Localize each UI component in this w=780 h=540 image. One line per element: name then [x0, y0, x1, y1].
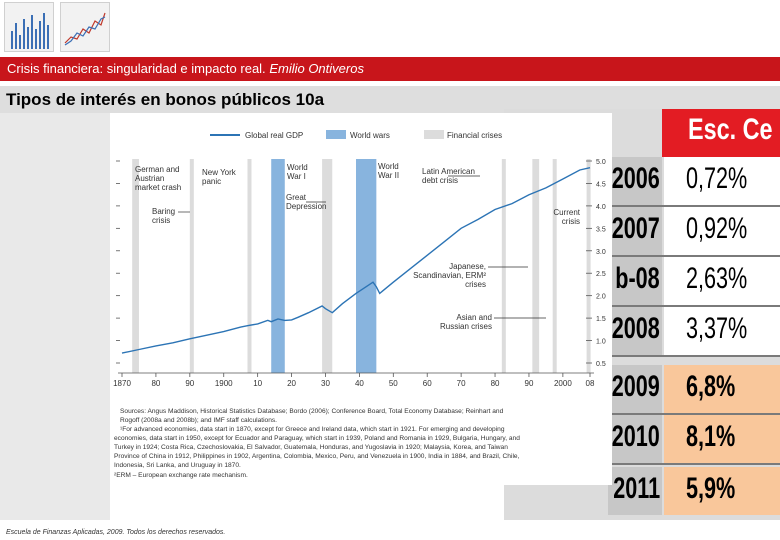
source-line: ²ERM – European exchange rate mechanism.	[114, 472, 248, 479]
gdp-chart	[110, 113, 612, 485]
y-tick-label: 5.0	[596, 159, 606, 166]
legend-gdp: Global real GDP	[245, 131, 304, 140]
x-tick-label: 1900	[214, 379, 233, 388]
x-tick-label: 2000	[553, 379, 572, 388]
chart-sources	[114, 408, 520, 479]
row-year: 2009	[608, 365, 662, 413]
source-line: Rogoff (2008a and 2008b); and IMF staff calculations.	[120, 417, 278, 424]
crisis-span	[553, 159, 557, 373]
thumbnail-line-chart	[60, 2, 110, 52]
y-tick-label: 1.0	[596, 338, 606, 346]
x-tick-label: 70	[456, 379, 466, 388]
x-tick-label: 50	[388, 379, 398, 388]
shaded-spans	[132, 159, 590, 373]
header-bar	[0, 57, 780, 81]
annotation-label: German and Austrian market crash	[135, 165, 182, 192]
table-header-label: Esc. Ce	[688, 113, 773, 146]
war-span	[271, 159, 285, 373]
crisis-span	[247, 159, 251, 373]
annotation-label: World War I	[287, 163, 308, 181]
y-tick-label: 1.5	[596, 316, 606, 324]
x-tick-label: 60	[422, 379, 432, 388]
row-value: 5,9%	[664, 467, 780, 515]
legend-crises: Financial crises	[447, 131, 503, 140]
annotation-label: Current crisis	[553, 208, 580, 226]
slide-title: Tipos de interés en bonos públicos 10a	[6, 90, 325, 109]
thumbnail-bar-chart	[4, 2, 54, 52]
row-value: 3,37%	[664, 307, 780, 355]
annotation-label: World War II	[378, 162, 400, 180]
x-tick-label: 30	[321, 379, 330, 388]
y-tick-label: 4.5	[596, 181, 606, 189]
y-tick-label: 4.0	[596, 203, 606, 211]
crisis-span	[502, 159, 506, 373]
y-tick-label: 2.5	[596, 271, 606, 279]
y-tick-label: 0.5	[596, 361, 606, 368]
x-tick-label: 90	[185, 379, 195, 388]
row-divider	[608, 463, 780, 465]
row-year: b-08	[608, 257, 662, 305]
crisis-span	[190, 159, 194, 373]
left-grey-panel	[0, 113, 110, 520]
table-header	[662, 109, 780, 157]
gdp-chart-panel	[110, 113, 612, 485]
header-author: Emilio Ontiveros	[269, 61, 364, 76]
row-value: 6,8%	[664, 365, 780, 413]
annotation-label: New York panic	[202, 168, 236, 186]
legend-wars: World wars	[350, 131, 390, 140]
header-text	[7, 61, 364, 76]
x-tick-label: 10	[253, 379, 263, 388]
source-line: Sources: Angus Maddison, Historical Statistics Database; Bordo (2006); Conference Board, Total Economy Database; Reinhart and	[120, 408, 504, 415]
crisis-span	[322, 159, 332, 373]
x-tick-label: 80	[490, 379, 500, 388]
source-line: Turkey in 1924; Costa Rica, Czechoslovakia, El Salvador, Guatemala, Honduras, and Yugoslavia in 1920; Malaysia, Korea, and Taiwan	[114, 444, 508, 451]
row-divider	[608, 355, 780, 357]
x-tick-label: 20	[287, 379, 297, 388]
source-line: economies, data start in 1950, except for Ecuador and Paraguay, which start in 1939, Poland and Romania in 1929, Bulgaria, Hungary, and	[114, 435, 520, 442]
row-year: 2006	[608, 157, 662, 205]
annotation-label: Latin American debt crisis	[422, 167, 475, 185]
x-tick-label: 1870	[113, 379, 131, 388]
header-title: Crisis financiera: singularidad e impacto real.	[7, 61, 266, 76]
row-value: 0,72%	[664, 157, 780, 205]
x-tick-label: 08	[585, 379, 595, 388]
annotation-label: Great Depression	[286, 193, 327, 211]
row-year: 2007	[608, 207, 662, 255]
row-year: 2008	[608, 307, 662, 355]
source-line: Indonesia, Sri Lanka, and Uruguay in 1870.	[114, 462, 241, 469]
annotation-label: Baring crisis	[152, 207, 176, 225]
x-tick-label: 80	[151, 379, 161, 388]
war-span	[356, 159, 376, 373]
chart-legend	[210, 130, 502, 140]
y-tick-label: 3.5	[596, 226, 606, 234]
row-value: 8,1%	[664, 415, 780, 463]
row-year: 2011	[608, 467, 662, 515]
row-value: 2,63%	[664, 257, 780, 305]
source-line: ¹For advanced economies, data start in 1870, except for Greece and Ireland data, which start in 1921. For emerging and developing	[120, 426, 505, 433]
annotation-label: Japanese, Scandinavian, ERM² crises	[413, 262, 486, 289]
x-tick-label: 40	[354, 379, 364, 388]
row-year: 2010	[608, 415, 662, 463]
source-line: Province of China in 1912, Philippines in 1902, Argentina, Colombia, Mexico, Peru, and Venezuela in 1900, India in 1884, and Brazil, Chile,	[114, 453, 520, 460]
row-value: 0,92%	[664, 207, 780, 255]
footer-copyright: Escuela de Finanzas Aplicadas, 2009. Todos los derechos reservados.	[6, 529, 226, 536]
annotation-label: Asian and Russian crises	[439, 313, 492, 331]
y-tick-label: 3.0	[596, 248, 606, 256]
y-tick-label: 2.0	[596, 293, 606, 301]
x-tick-label: 90	[524, 379, 534, 388]
chart-thumbnails	[4, 2, 114, 52]
